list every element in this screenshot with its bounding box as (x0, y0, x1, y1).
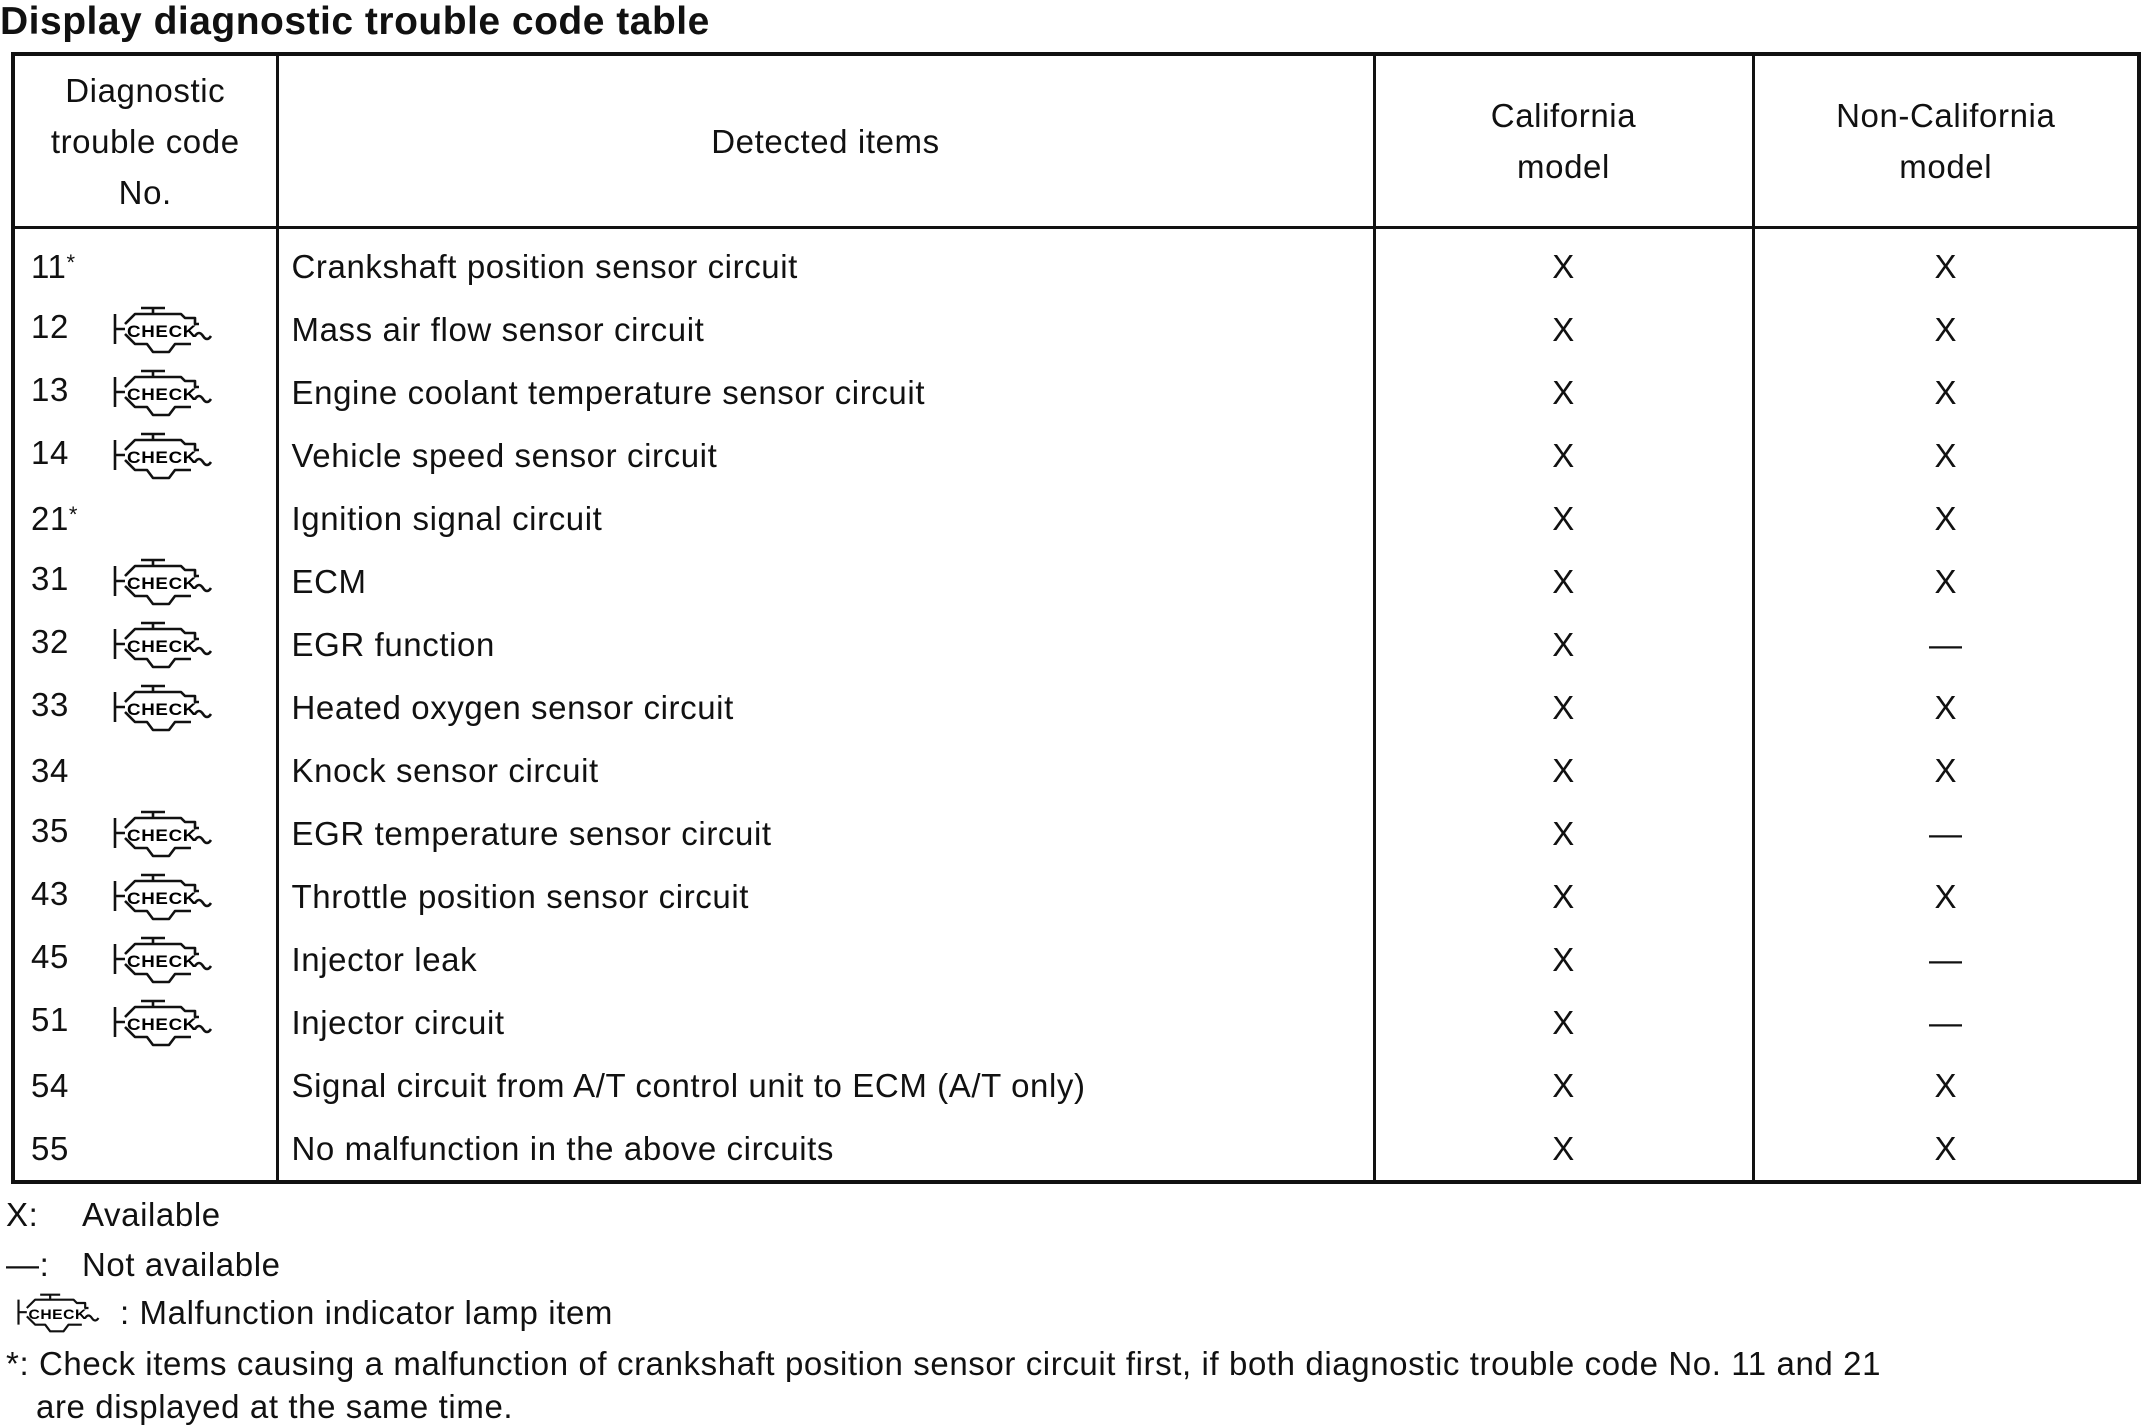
california-availability: X (1374, 928, 1753, 991)
header-california (1374, 54, 1753, 228)
detected-item: ECM (277, 550, 1374, 613)
check-engine-label: CHECK (127, 951, 198, 971)
table-row (13, 487, 2139, 550)
trouble-code-number (31, 434, 91, 472)
detected-item: Signal circuit from A/T control unit to ECM (A/T only) (277, 1054, 1374, 1117)
trouble-code-value: 13 (31, 371, 69, 409)
table-row (13, 739, 2139, 802)
detected-item: Knock sensor circuit (277, 739, 1374, 802)
code-cell (13, 1054, 277, 1117)
check-engine-label: CHECK (127, 636, 198, 656)
non-california-availability: — (1753, 928, 2139, 991)
trouble-code-number (31, 308, 91, 346)
legend-available-key: X: (6, 1196, 39, 1233)
table-row (13, 613, 2139, 676)
code-cell (13, 228, 277, 299)
code-cell (13, 361, 277, 424)
code-cell (13, 424, 277, 487)
california-availability: X (1374, 991, 1753, 1054)
code-cell (13, 928, 277, 991)
page-title: Display diagnostic trouble code table (0, 0, 710, 43)
header-non-california-line1: Non-California (1836, 97, 2056, 134)
header-non-california (1753, 54, 2139, 228)
detected-item: Throttle position sensor circuit (277, 865, 1374, 928)
check-engine-label: CHECK (127, 699, 198, 719)
check-engine-label: CHECK (127, 384, 198, 404)
check-engine-label: CHECK (127, 321, 198, 341)
check-engine-glyph (111, 426, 221, 486)
trouble-code-number (31, 500, 91, 538)
trouble-code-value: 33 (31, 686, 69, 724)
non-california-availability: X (1753, 550, 2139, 613)
trouble-code-value: 11 (31, 247, 67, 285)
detected-item: Crankshaft position sensor circuit (277, 228, 1374, 299)
non-california-availability: X (1753, 739, 2139, 802)
non-california-availability: X (1753, 424, 2139, 487)
check-engine-glyph (111, 300, 221, 360)
code-cell (13, 865, 277, 928)
california-availability: X (1374, 1117, 1753, 1182)
non-california-availability: X (1753, 361, 2139, 424)
non-california-availability: X (1753, 487, 2139, 550)
trouble-code-number (31, 560, 91, 598)
california-availability: X (1374, 550, 1753, 613)
non-california-availability: X (1753, 676, 2139, 739)
trouble-code-table (11, 52, 2141, 1184)
non-california-availability: X (1753, 228, 2139, 299)
table-row (13, 802, 2139, 865)
non-california-availability: X (1753, 1117, 2139, 1182)
trouble-code-number (31, 1067, 91, 1105)
trouble-code-value: 45 (31, 938, 69, 976)
california-availability: X (1374, 361, 1753, 424)
check-engine-label: CHECK (127, 888, 198, 908)
check-engine-icon (111, 867, 221, 927)
trouble-code-number (31, 623, 91, 661)
trouble-code-value: 31 (31, 560, 69, 598)
check-engine-glyph (111, 615, 221, 675)
trouble-code-value: 12 (31, 308, 69, 346)
legend-available-label: Available (82, 1196, 221, 1233)
footnote-marker: * (68, 501, 79, 527)
trouble-code-number (31, 1130, 91, 1168)
header-items: Detected items (277, 54, 1374, 228)
check-engine-label: CHECK (127, 825, 198, 845)
check-engine-label: CHECK (127, 573, 198, 593)
table-row (13, 424, 2139, 487)
detected-item: Heated oxygen sensor circuit (277, 676, 1374, 739)
legend-not-available-label: Not available (82, 1246, 281, 1283)
table-row (13, 1117, 2139, 1182)
california-availability: X (1374, 1054, 1753, 1117)
table-body (13, 228, 2139, 1183)
legend-available (6, 1196, 221, 1234)
california-availability: X (1374, 298, 1753, 361)
check-engine-glyph (6, 1288, 116, 1338)
non-california-availability: — (1753, 802, 2139, 865)
detected-item: Mass air flow sensor circuit (277, 298, 1374, 361)
trouble-code-value: 34 (31, 751, 69, 789)
table-row (13, 928, 2139, 991)
non-california-availability: — (1753, 991, 2139, 1054)
table-row (13, 991, 2139, 1054)
check-engine-icon (111, 993, 221, 1053)
check-engine-icon (111, 930, 221, 990)
table-row (13, 298, 2139, 361)
table-row (13, 361, 2139, 424)
code-cell (13, 1117, 277, 1182)
california-availability: X (1374, 228, 1753, 299)
california-availability: X (1374, 802, 1753, 865)
trouble-code-value: 55 (31, 1129, 69, 1167)
header-non-california-line2: model (1899, 148, 1993, 185)
header-code (13, 54, 277, 228)
code-cell (13, 991, 277, 1054)
code-cell (13, 802, 277, 865)
table-row (13, 1054, 2139, 1117)
non-california-availability: X (1753, 1054, 2139, 1117)
header-california-line2: model (1517, 148, 1610, 185)
check-engine-icon (111, 552, 221, 612)
legend-not-available-key: —: (6, 1246, 50, 1283)
code-cell (13, 298, 277, 361)
header-code-line3: No. (118, 173, 172, 211)
detected-item: Injector leak (277, 928, 1374, 991)
legend-not-available (6, 1246, 281, 1284)
header-code-line2: trouble code (50, 122, 240, 160)
detected-item: EGR temperature sensor circuit (277, 802, 1374, 865)
code-cell (13, 613, 277, 676)
code-cell (13, 487, 277, 550)
check-engine-icon (111, 678, 221, 738)
check-engine-icon (6, 1288, 116, 1338)
check-engine-label: CHECK (28, 1306, 88, 1323)
check-engine-icon (111, 804, 221, 864)
check-engine-icon (111, 426, 221, 486)
trouble-code-value: 21 (31, 499, 69, 537)
detected-item: No malfunction in the above circuits (277, 1117, 1374, 1182)
header-code-line1: Diagnostic (65, 71, 226, 109)
table-row (13, 550, 2139, 613)
check-engine-glyph (111, 867, 221, 927)
check-engine-label: CHECK (127, 447, 198, 467)
non-california-availability: X (1753, 865, 2139, 928)
check-engine-label: CHECK (127, 1014, 198, 1034)
detected-item: Engine coolant temperature sensor circuit (277, 361, 1374, 424)
non-california-availability: — (1753, 613, 2139, 676)
non-california-availability: X (1753, 298, 2139, 361)
legend-mil (6, 1288, 613, 1338)
check-engine-icon (111, 300, 221, 360)
table-row (13, 676, 2139, 739)
trouble-code-number (31, 752, 91, 790)
trouble-code-number (31, 938, 91, 976)
trouble-code-value: 14 (31, 434, 69, 472)
trouble-code-number (31, 1001, 91, 1039)
table-row (13, 865, 2139, 928)
trouble-code-value: 51 (31, 1001, 69, 1039)
check-engine-glyph (111, 552, 221, 612)
code-cell (13, 676, 277, 739)
footnote-line1: Check items causing a malfunction of crankshaft position sensor circuit first, if both diagnostic trouble code No. 11 and 21 (39, 1345, 1882, 1382)
check-engine-glyph (111, 930, 221, 990)
trouble-code-value: 43 (31, 875, 69, 913)
detected-item: Injector circuit (277, 991, 1374, 1054)
california-availability: X (1374, 424, 1753, 487)
code-cell (13, 550, 277, 613)
trouble-code-number (31, 686, 91, 724)
check-engine-icon (111, 615, 221, 675)
check-engine-icon (111, 363, 221, 423)
footnote (6, 1342, 2136, 1428)
header-california-line1: California (1490, 97, 1637, 134)
california-availability: X (1374, 865, 1753, 928)
footnote-key: *: (6, 1345, 30, 1382)
california-availability: X (1374, 487, 1753, 550)
footnote-marker: * (66, 249, 76, 275)
table-row (13, 228, 2139, 299)
detected-item: EGR function (277, 613, 1374, 676)
footnote-line2: are displayed at the same time. (36, 1388, 514, 1425)
check-engine-glyph (111, 804, 221, 864)
trouble-code-value: 32 (31, 623, 69, 661)
table-header-row (13, 54, 2139, 228)
check-engine-glyph (111, 678, 221, 738)
trouble-code-value: 54 (31, 1066, 69, 1104)
trouble-code-number (31, 875, 91, 913)
detected-item: Ignition signal circuit (277, 487, 1374, 550)
code-cell (13, 739, 277, 802)
trouble-code-number (31, 812, 91, 850)
detected-item: Vehicle speed sensor circuit (277, 424, 1374, 487)
trouble-code-number (31, 371, 91, 409)
california-availability: X (1374, 613, 1753, 676)
legend-mil-label: : Malfunction indicator lamp item (120, 1294, 613, 1331)
trouble-code-number (31, 248, 91, 286)
check-engine-glyph (111, 993, 221, 1053)
trouble-code-value: 35 (31, 812, 69, 850)
california-availability: X (1374, 739, 1753, 802)
california-availability: X (1374, 676, 1753, 739)
check-engine-glyph (111, 363, 221, 423)
